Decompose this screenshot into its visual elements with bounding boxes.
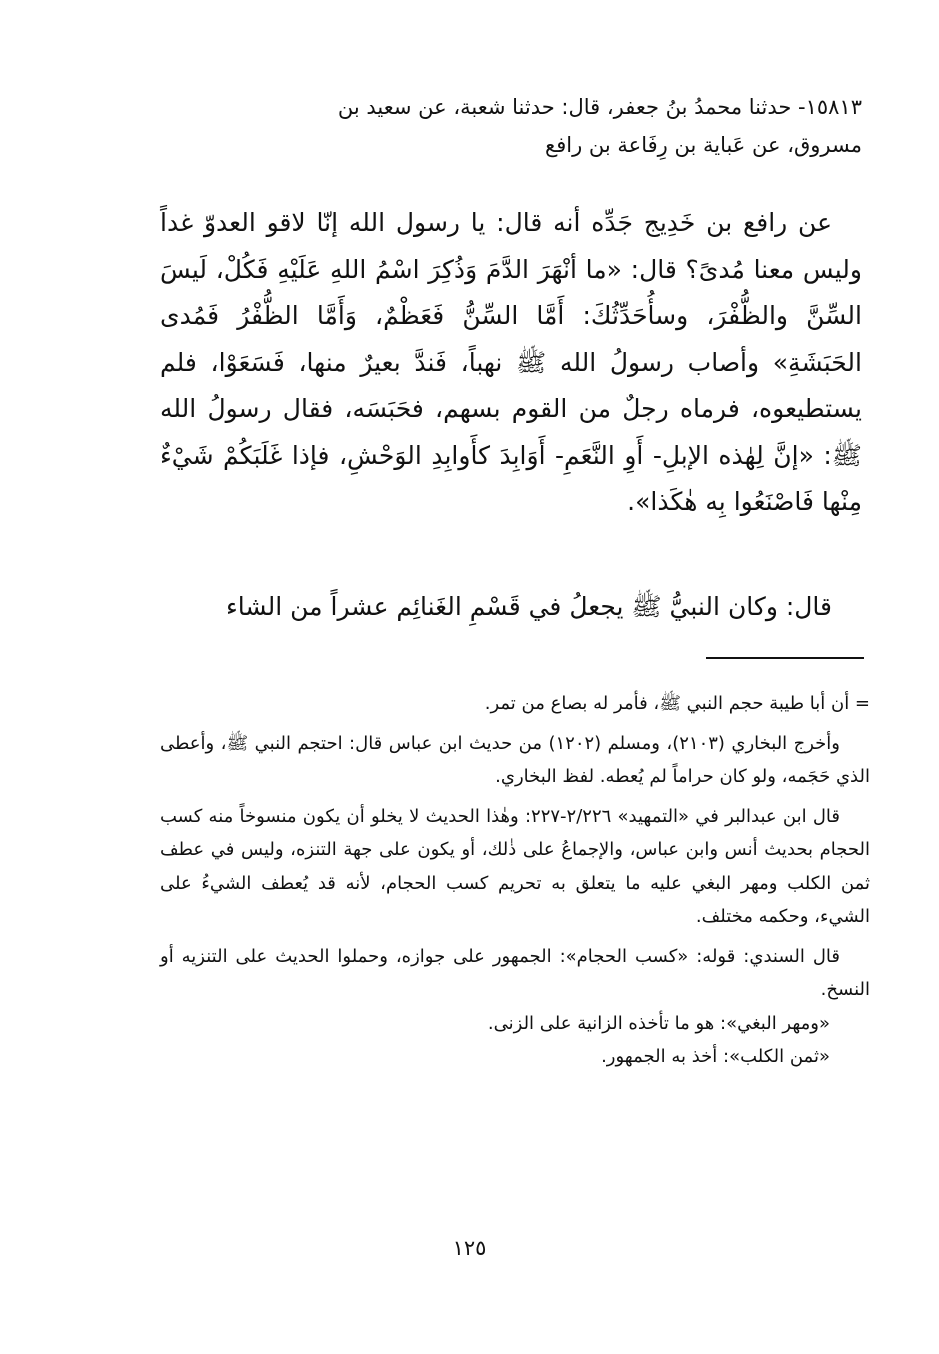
footnote-separator [706,657,864,659]
hadith-continuation [160,585,862,629]
hadith-paragraph: عن رافع بن خَدِيج جَدِّه أنه قال: يا رسول الله إنّا لاقو العدوّ غداً وليس معنا مُدىً؟ قال: «ما أنْهَرَ الدَّمَ وَذُكِرَ اسْمُ اللهِ عَلَيْهِ فَكُلْ، لَيسَ السِّنَّ والظُّفْرَ، وسأُحَدِّثُكَ: أَمَّا السِّنُّ فَعَظْمٌ، وَأَمَّا الظُّفْرُ فَمُدى الحَبَشَةِ» وأصاب رسولُ الله ﷺ نهباً، فَندَّ بعيرٌ منها، فَسَعَوْا، فلم يستطيعوه، فرماه رجلٌ من القوم بسهم، فحَبَسَه، فقال رسولُ الله ﷺ: «إنَّ لِهٰذه الإبلِ- أَوِ النَّعَمِ- أَوَابِدَ كأَوابِدِ الوَحْشِ، فإذا غَلَبَكُمْ شَيْءٌ مِنْها فَاصْنَعُوا بِه هٰكَذا». [160,208,862,516]
footnote-mahr-baghi: «ومهر البغي»: هو ما تأخذه الزانية على الزنى. [487,1012,830,1034]
page-number: ١٢٥ [452,1236,487,1260]
footnotes [160,687,870,1074]
hadith-heading-line2: مسروق، عن عَباية بن رِفَاعة بن رافع [545,133,862,157]
footnote-thaman-kalb: «ثمن الكلب»: أخذ به الجمهور. [601,1046,830,1067]
footnote-bukhari: وأخرج البخاري (٢١٠٣)، ومسلم (١٢٠٢) من حديث ابن عباس قال: احتجم النبي ﷺ، وأعطى الذي حَجَمه، ولو كان حراماً لم يُعطه. لفظ البخاري. [160,732,870,787]
hadith-heading-line1: ١٥٨١٣- حدثنا محمدُ بنُ جعفر، قال: حدثنا شعبة، عن سعيد بن [337,95,862,119]
hadith-text [160,200,862,526]
hadith-continuation-line: قال: وكان النبيُّ ﷺ يجعلُ في قَسْمِ الغَنائِم عشراً من الشاء [225,592,832,621]
footnote-sindi: قال السندي: قوله: «كسب الحجام»: الجمهور على جوازه، وحملوا الحديث على التنزيه أو النسخ. [160,945,870,1000]
hadith-heading [160,88,862,164]
footnote-ibn-abdulbarr: قال ابن عبدالبر في «التمهيد» ٢/٢٢٦-٢٢٧: وهٰذا الحديث لا يخلو أن يكون منسوخاً منه كسب الحجام بحديث أنس وابن عباس، والإجماعُ على ذٰلك، أو يكون على جهة التنزه، وليس في عطف ثمن الكلب ومهر البغي عليه ما يتعلق به تحريم كسب الحجام، لأنه قد يُعطف الشيءُ على الشيء، وحكمه مختلف. [160,805,870,927]
footnote-continuation: = أن أبا طيبة حجم النبي ﷺ، فأمر له بصاع من تمر. [484,693,870,714]
